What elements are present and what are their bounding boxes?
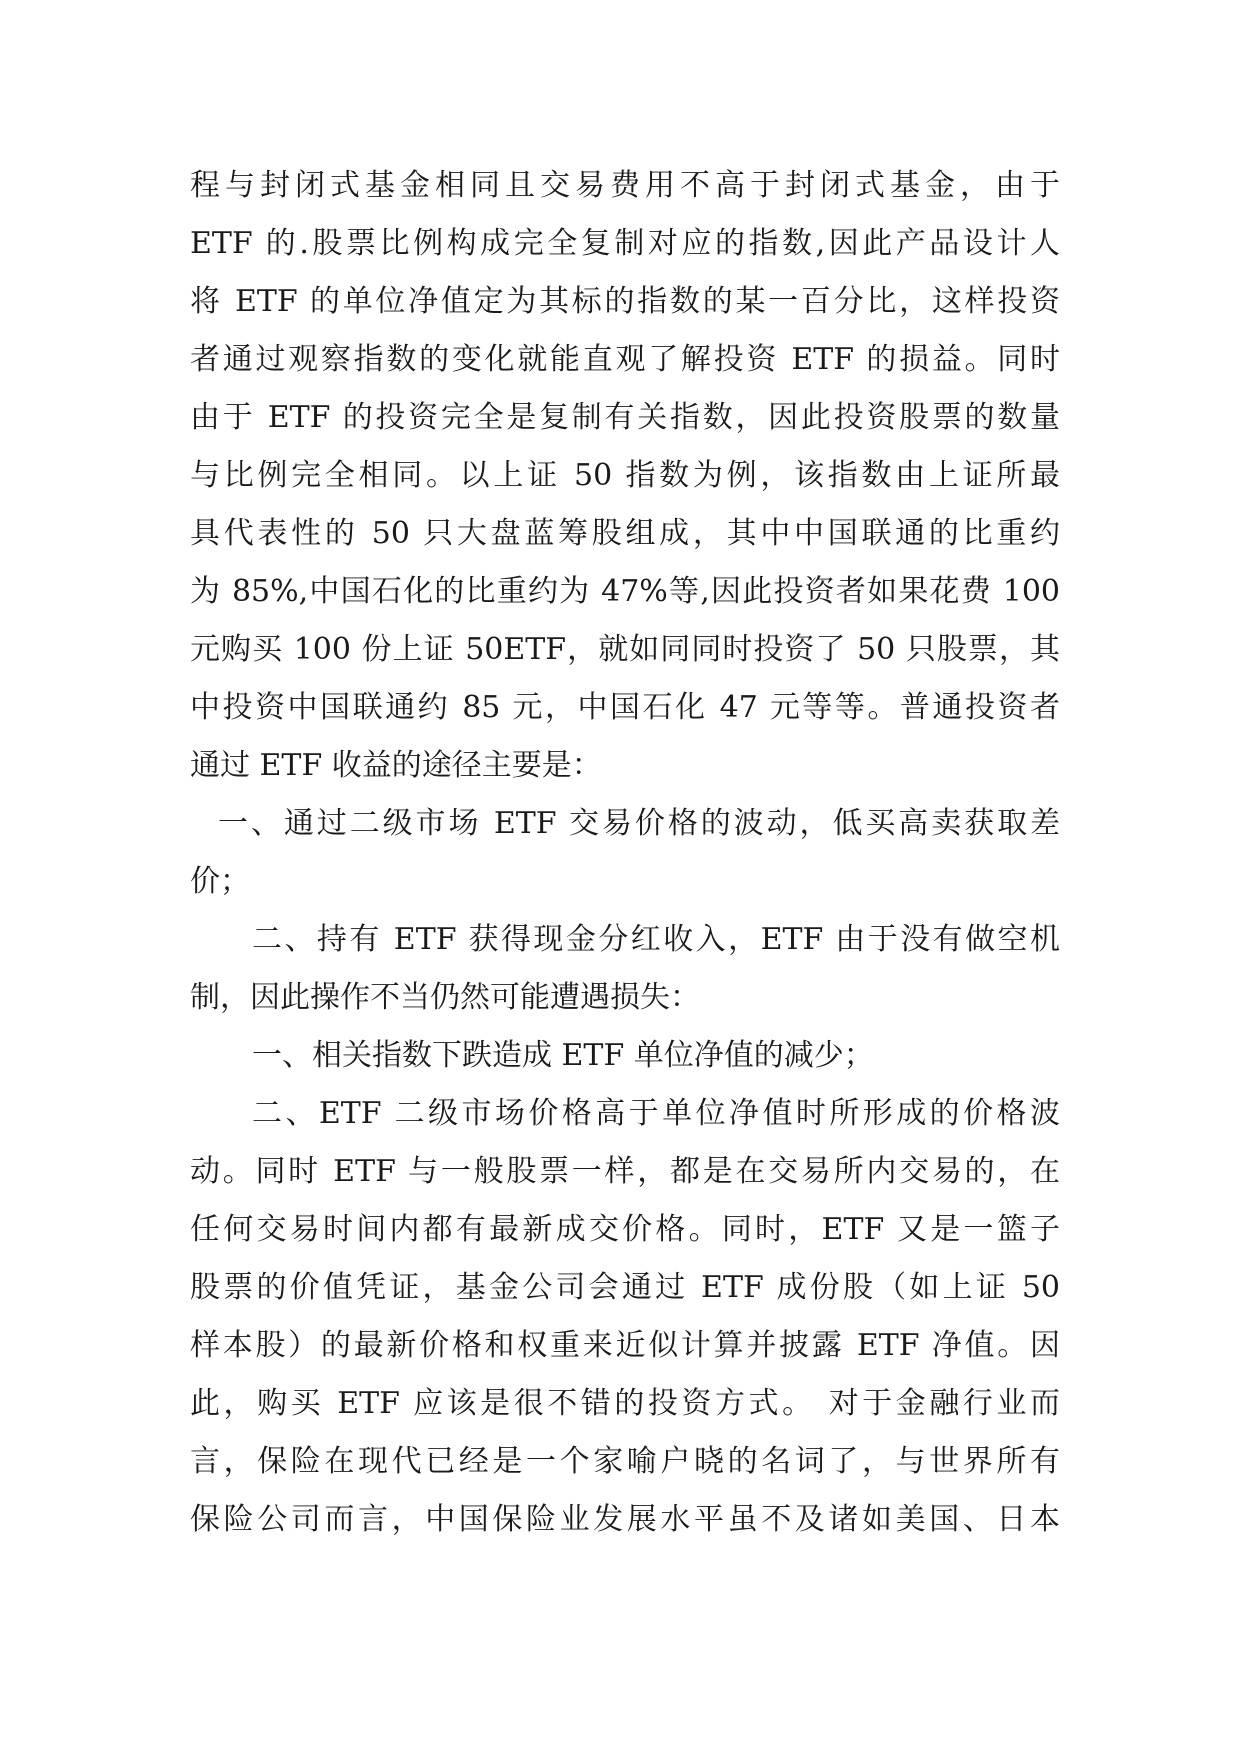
text-line: 一、相关指数下跌造成 ETF 单位净值的减少； bbox=[252, 1038, 874, 1073]
text-line: 与比例完全相同。以上证 50 指数为例，该指数由上证所最 bbox=[190, 458, 1060, 493]
text-line: 制，因此操作不当仍然可能遭遇损失： bbox=[190, 980, 700, 1015]
text-line: 一、通过二级市场 ETF 交易价格的波动，低买高卖获取差 bbox=[218, 806, 1060, 841]
text-line: 中投资中国联通约 85 元，中国石化 47 元等等。普通投资者 bbox=[190, 690, 1060, 725]
text-line: 任何交易时间内都有最新成交价格。同时，ETF 又是一篮子 bbox=[190, 1212, 1060, 1247]
text-line: 样本股）的最新价格和权重来近似计算并披露 ETF 净值。因 bbox=[190, 1328, 1060, 1363]
text-line: 言，保险在现代已经是一个家喻户晓的名词了，与世界所有 bbox=[190, 1444, 1060, 1479]
text-line: 具代表性的 50 只大盘蓝筹股组成，其中中国联通的比重约 bbox=[190, 516, 1060, 551]
text-line: 股票的价值凭证，基金公司会通过 ETF 成份股（如上证 50 bbox=[190, 1270, 1060, 1305]
text-line: 此，购买 ETF 应该是很不错的投资方式。 对于金融行业而 bbox=[190, 1386, 1060, 1421]
text-line: 二、ETF 二级市场价格高于单位净值时所形成的价格波 bbox=[252, 1096, 1060, 1131]
text-line: 程与封闭式基金相同且交易费用不高于封闭式基金，由于 bbox=[190, 168, 1060, 203]
text-line: 者通过观察指数的变化就能直观了解投资 ETF 的损益。同时 bbox=[190, 342, 1060, 377]
text-line: 保险公司而言，中国保险业发展水平虽不及诸如美国、日本 bbox=[190, 1502, 1060, 1537]
text-line: 由于 ETF 的投资完全是复制有关指数，因此投资股票的数量 bbox=[190, 400, 1060, 435]
text-line: 价； bbox=[190, 864, 250, 899]
text-line: 动。同时 ETF 与一般股票一样，都是在交易所内交易的，在 bbox=[190, 1154, 1060, 1189]
text-line: 元购买 100 份上证 50ETF，就如同同时投资了 50 只股票，其 bbox=[190, 632, 1060, 667]
text-line: 通过 ETF 收益的途径主要是： bbox=[190, 748, 602, 783]
text-line: 二、持有 ETF 获得现金分红收入，ETF 由于没有做空机 bbox=[252, 922, 1060, 957]
text-line: 将 ETF 的单位净值定为其标的指数的某一百分比，这样投资 bbox=[190, 284, 1060, 319]
text-line: ETF 的.股票比例构成完全复制对应的指数,因此产品设计人 bbox=[190, 226, 1060, 261]
text-line: 为 85%,中国石化的比重约为 47%等,因此投资者如果花费 100 bbox=[190, 574, 1060, 609]
body-text bbox=[190, 157, 1060, 1549]
